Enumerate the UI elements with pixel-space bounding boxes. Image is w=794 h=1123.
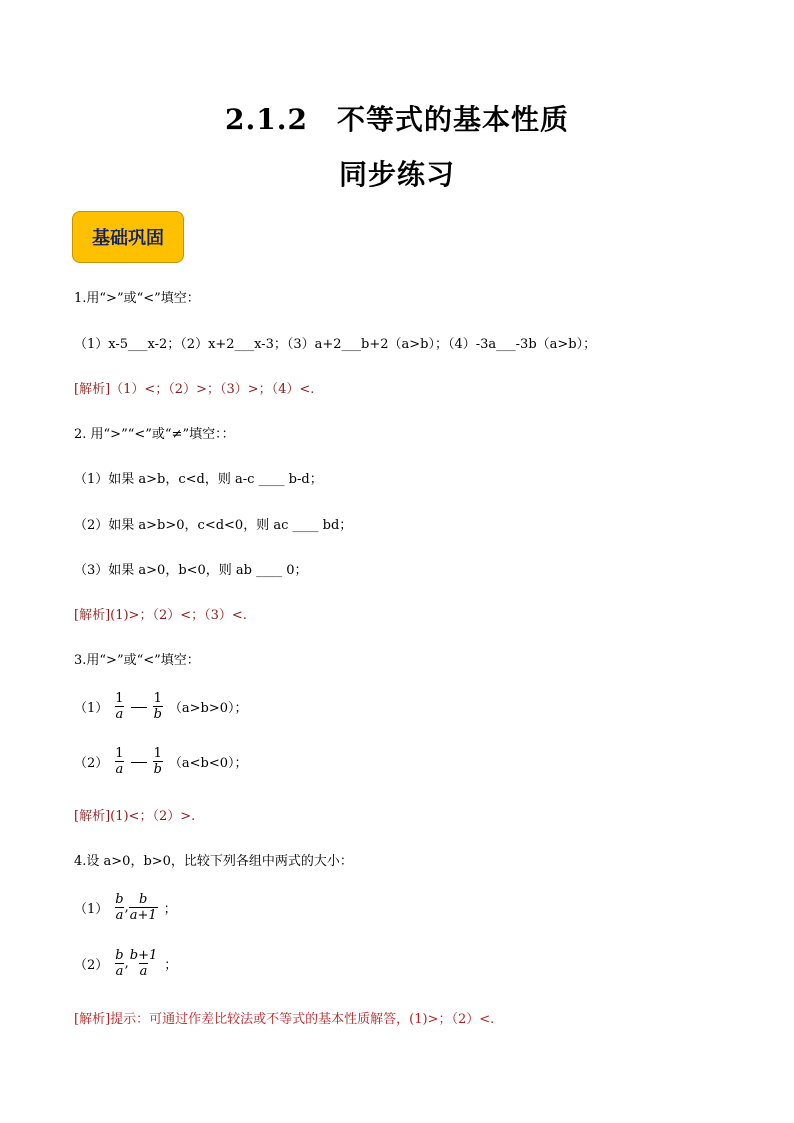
- fraction-1-over-a: $\frac{1}{a}$: [115, 691, 124, 722]
- q4-item-1-label: （1）: [74, 902, 109, 917]
- q2-item-2: （2）如果 a>b>0，c<d<0，则 ac ____ bd；: [74, 518, 353, 533]
- fraction-b-over-a: $\frac{b}{a}$: [115, 948, 124, 979]
- fraction-b-over-a: $\frac{b}{a}$: [115, 892, 124, 923]
- q4-answer: [解析]提示：可通过作差比较法或不等式的基本性质解答，(1)>；（2）<.: [74, 1012, 495, 1027]
- answer-blank: [131, 761, 147, 763]
- fraction-1-over-a: $\frac{1}{a}$: [115, 746, 124, 777]
- q4-item-2: [74, 948, 177, 979]
- q1-answer: [解析]（1）<；（2）>；（3）>；（4）<.: [74, 382, 315, 397]
- q4-stem: 4.设 a>0，b>0，比较下列各组中两式的大小：: [74, 854, 353, 869]
- q2-stem: 2. 用“>”“<”或“≠”填空：：: [74, 427, 235, 442]
- fraction-b-plus-1-over-a: $\frac{b+1}{a}$: [129, 948, 158, 979]
- fraction-b-over-a-plus-1: $\frac{b}{a+1}$: [129, 892, 157, 923]
- q4-item-1: [74, 892, 177, 923]
- q4-item-2-label: （2）: [74, 958, 109, 973]
- q2-item-1: （1）如果 a>b，c<d，则 a-c ____ b-d；: [74, 472, 323, 487]
- q3-answer: [解析](1)<；（2）>.: [74, 809, 196, 824]
- fraction-1-over-b: $\frac{1}{b}$: [153, 691, 162, 722]
- q3-stem: 3.用“>”或“<”填空：: [74, 653, 200, 668]
- comma: ,: [124, 900, 129, 915]
- q3-item-2: [74, 746, 248, 777]
- q1-items: （1）x-5___x-2；（2）x+2___x-3；（3）a+2___b+2（a>b）；（4）-3a___-3b（a>b）；: [74, 337, 597, 352]
- q3-item-2-condition: （a<b<0）；: [168, 756, 248, 771]
- q2-answer: [解析](1)>；（2）<；（3）<.: [74, 608, 247, 623]
- semicolon: ；: [163, 902, 177, 917]
- q2-item-3: （3）如果 a>0，b<0，则 ab ____ 0；: [74, 563, 308, 578]
- comma: ,: [124, 956, 129, 971]
- fraction-1-over-b: $\frac{1}{b}$: [153, 746, 162, 777]
- q3-item-1: [74, 691, 248, 722]
- q3-item-1-label: （1）: [74, 701, 109, 716]
- q1-stem: 1.用“>”或“<”填空：: [74, 291, 200, 306]
- q3-item-1-condition: （a>b>0）；: [168, 701, 248, 716]
- page-title: 2.1.2 不等式的基本性质: [225, 103, 569, 136]
- q3-item-2-label: （2）: [74, 756, 109, 771]
- semicolon: ；: [164, 958, 178, 973]
- section-badge: 基础巩固: [72, 211, 184, 263]
- page-subtitle: 同步练习: [338, 158, 455, 191]
- answer-blank: [131, 706, 147, 708]
